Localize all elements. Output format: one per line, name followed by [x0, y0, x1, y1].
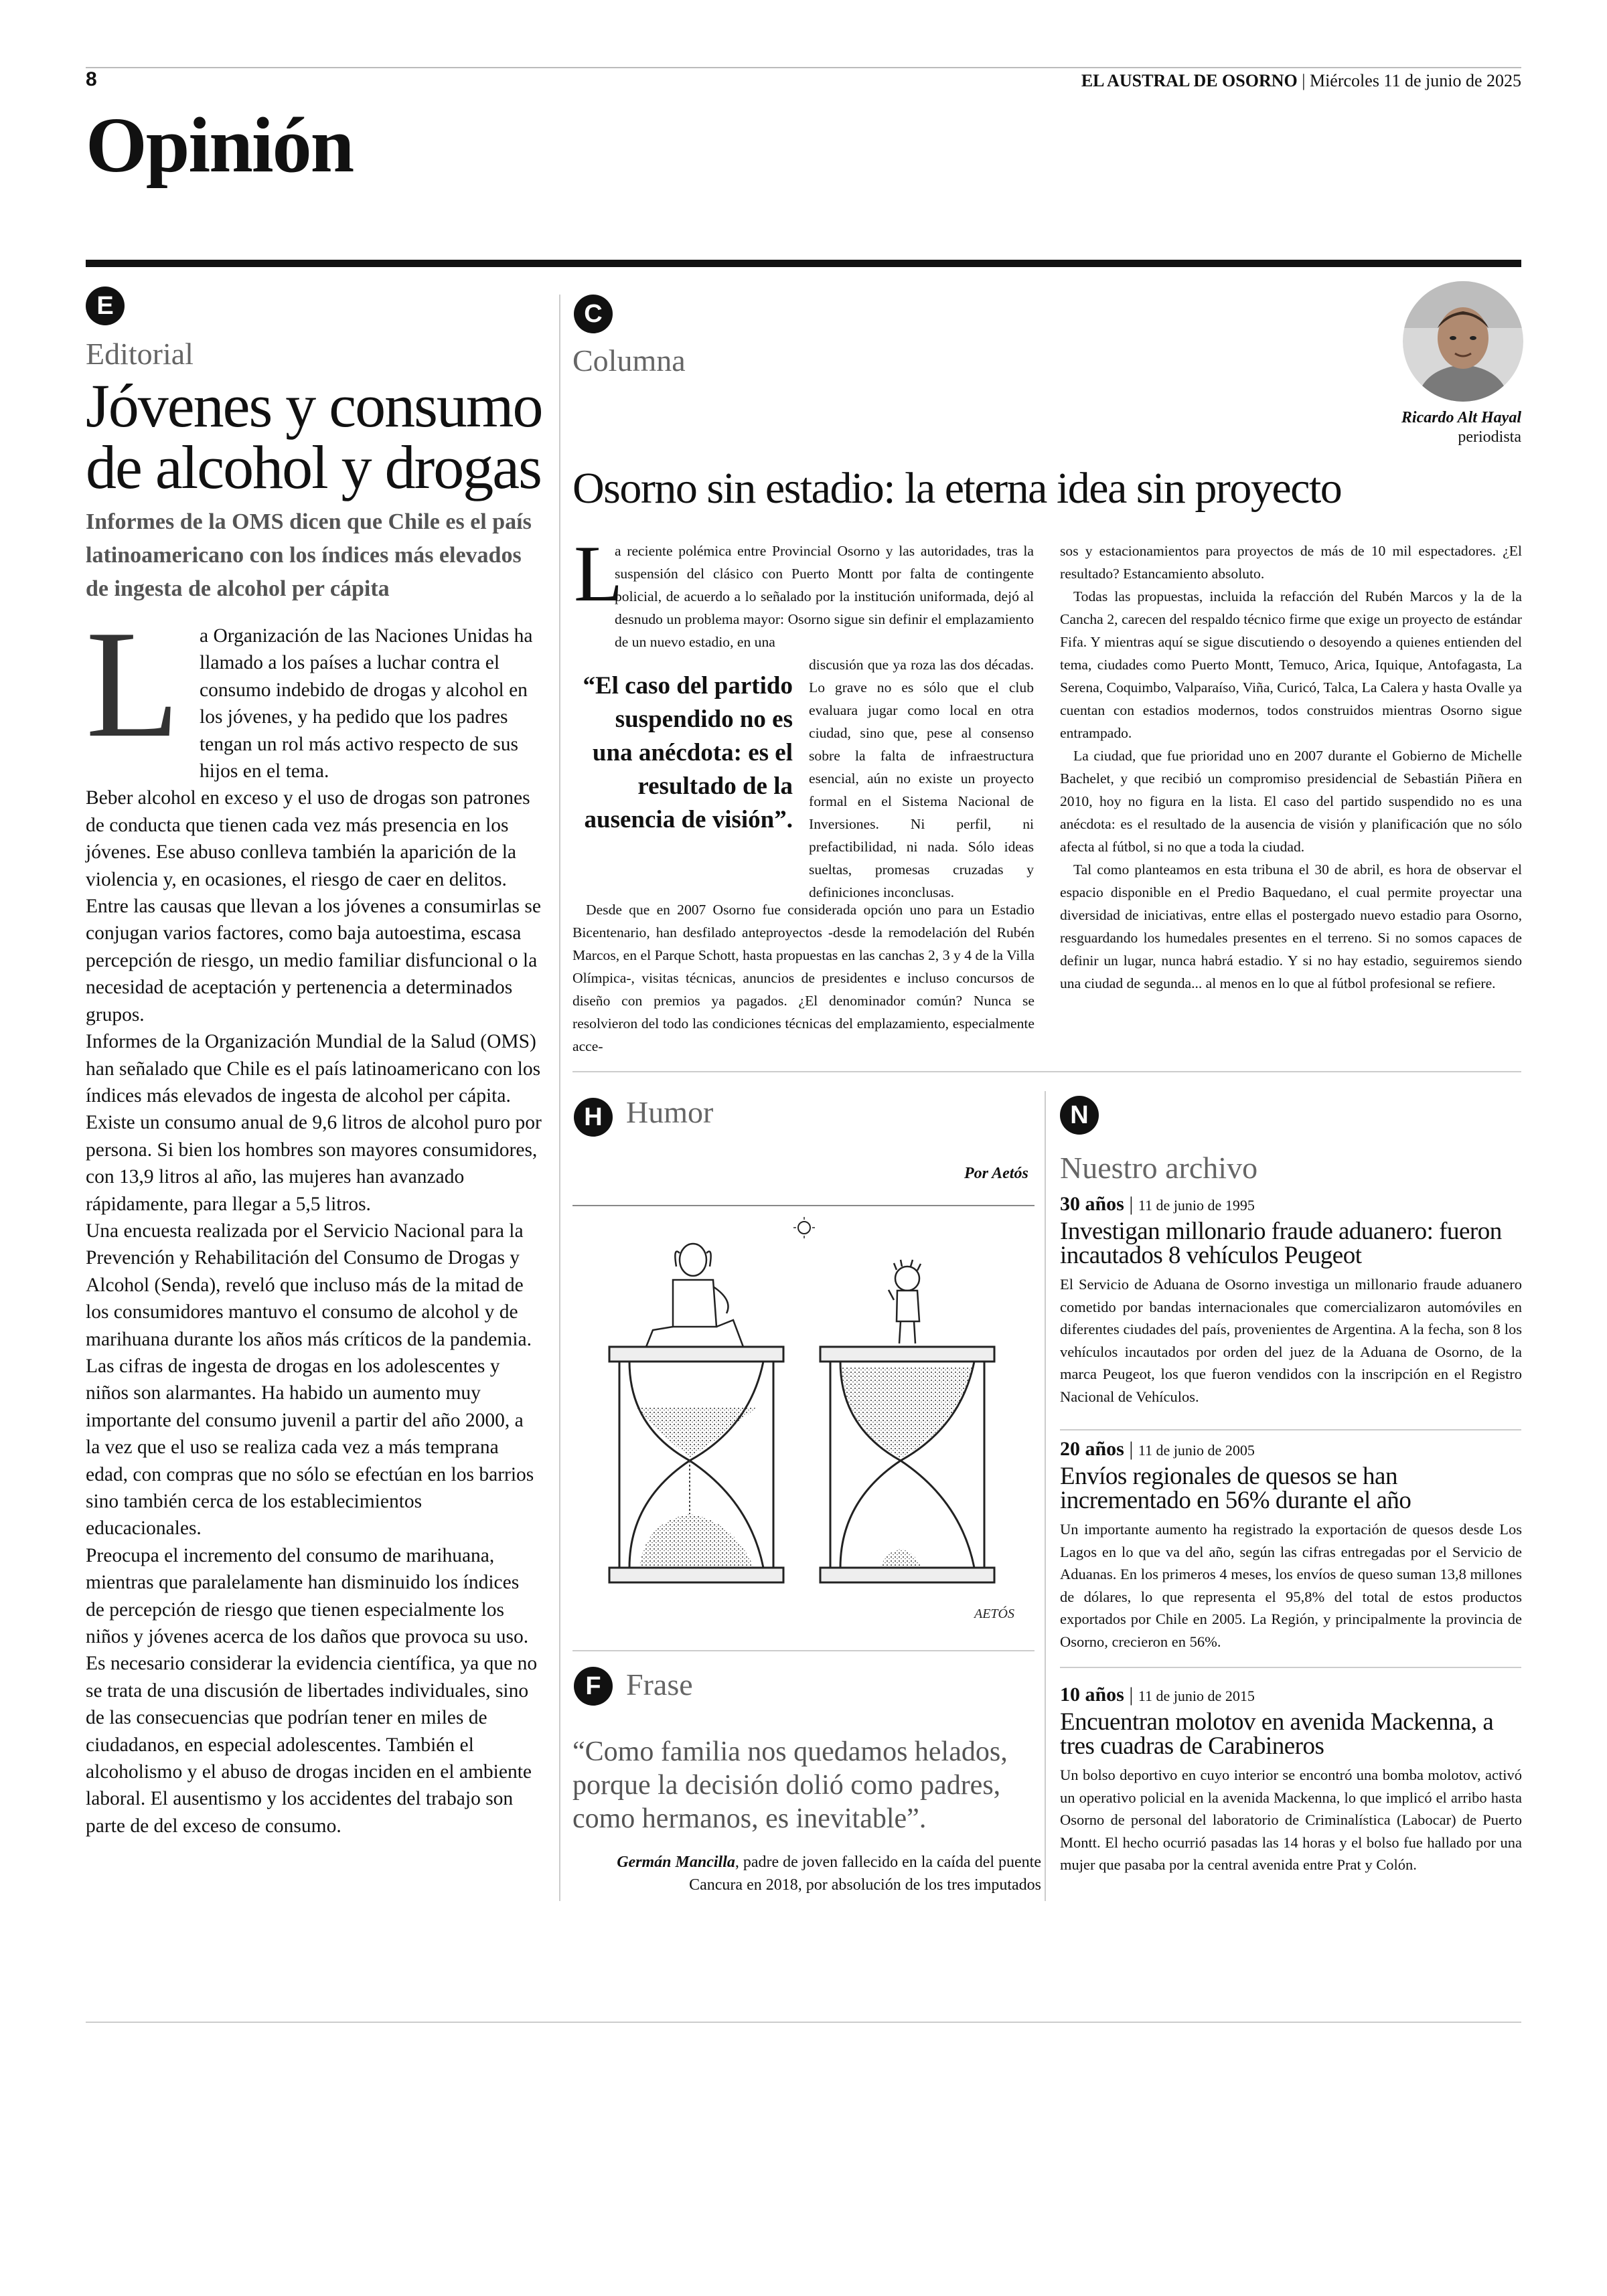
column-text-right: [1060, 540, 1522, 995]
column-intro: a reciente polémica entre Provincial Osorno y las autoridades, tras la suspensión del clásico con Puerto Montt por falta de contingente policial, de acuerdo a lo señalado por la institución uniformada, dejó al desnudo un problema mayor: Osorno sigue sin definir el emplazamiento de un nuevo estadio, en una: [615, 543, 1034, 650]
archive-body: Un bolso deportivo en cuyo interior se encontró una bomba molotov, activó un operativo policial en la avenida Mackenna, lo que implicó el arribo hasta Osorno de personal del laboratorio de Criminalística (Labocar) de Puerto Montt. El hecho ocurrió pasadas las 14 horas y el bolso fue hallado por una mujer que pasaba por la central avenida entre Prat y Colón.: [1060, 1767, 1522, 1873]
archive-title: Investigan millonario fraude aduanero: fueron incautados 8 vehículos Peugeot: [1060, 1218, 1502, 1269]
author-portrait-icon: [1403, 281, 1523, 402]
section-rule: [86, 260, 1521, 267]
section-title: Opinión: [86, 101, 354, 189]
issue-date: Miércoles 11 de junio de 2025: [1309, 71, 1521, 90]
editorial-paragraph: Las cifras de ingesta de drogas en los adolescentes y niños son alarmantes. Ha habido un aumento muy importante del consumo juvenil a partir del año 2000, a la vez que el uso se realiza cada vez a más temprana edad, con compras que no sólo se efectúan en los barrios sino también cerca de los establecimientos educacionales.: [86, 1355, 534, 1540]
newspaper-name: EL AUSTRAL DE OSORNO: [1081, 71, 1298, 90]
archive-years-row: 10 años | 11 de junio de 2015: [1060, 1684, 1255, 1706]
editorial-subtitle: Informes de la OMS dicen que Chile es el país latinoamericano con los índices más elevados de ingesta de alcohol per cápita: [86, 509, 532, 601]
column-pullquote: “El caso del partido suspendido no es una anécdota: es el resultado de la ausencia de visión”.: [583, 672, 793, 833]
archive-years-row: 30 años | 11 de junio de 1995: [1060, 1193, 1255, 1215]
archive-item: [1060, 1193, 1522, 1408]
column-text-bottom: [572, 898, 1035, 1058]
horizontal-divider-humor: [572, 1650, 1035, 1651]
top-rule: [86, 67, 1521, 68]
column-dropcap: L: [574, 529, 623, 618]
archive-label: Nuestro archivo: [1060, 1151, 1258, 1185]
archive-item: [1060, 1684, 1522, 1876]
page-number: 8: [86, 68, 97, 90]
horizontal-divider-archive-2: [1060, 1667, 1521, 1668]
archive-title: Encuentran molotov en avenida Mackenna, a tres cuadras de Carabineros: [1060, 1708, 1494, 1760]
editorial-paragraph: Beber alcohol en exceso y el uso de drogas son patrones de conducta que tienen cada vez más presencia en los jóvenes. Ese abuso conlleva también la aparición de la violencia y, en ocasiones, el riesgo de caer en delitos. Entre las causas que llevan a los jóvenes a consumirlas se conjugan varios factores, como baja autoestima, escasa percepción de riesgo, un medio familiar disfuncional o la necesidad de aceptación y pertenencia a determinados grupos.: [86, 787, 541, 1026]
editorial-title-line1: Jóvenes y consumo: [86, 372, 542, 440]
column-side-paragraph: discusión que ya roza las dos décadas. Lo grave no es sólo que el club evaluara jugar como local en otra ciudad, sino que, pese al consenso sobre la falta de infraestructura esencial, aún no existe un proyecto formal en el Sistema Nacional de Inversiones. Ni perfil, ni prefactibilidad, ni nada. Sólo ideas sueltas, promesas cruzadas y definiciones inconclusas.: [809, 657, 1034, 900]
editorial-label: Editorial: [86, 337, 194, 371]
column-paragraph: sos y estacionamientos para proyectos de más de 10 mil espectadores. ¿El resultado? Estancamiento absoluto.: [1060, 543, 1522, 582]
editorial-title-line2: de alcohol y drogas: [86, 433, 541, 501]
column-label: Columna: [572, 343, 686, 378]
column-text-side: [809, 653, 1034, 904]
archive-years: 30 años: [1060, 1193, 1124, 1215]
editorial-title: [86, 372, 554, 501]
editorial-paragraph: Informes de la Organización Mundial de la Salud (OMS) han señalado que Chile es el país latinoamericano con los índices más elevados de ingesta de alcohol per cápita. Existe un consumo anual de 9,6 litros de alcohol puro por persona. Si bien los hombres son mayores consumidores, con 13,9 litros al año, las mujeres han avanzado rápidamente, para llegar a 5,5 litros.: [86, 1031, 542, 1215]
old-man-figure: [646, 1244, 743, 1347]
humor-label: Humor: [626, 1095, 714, 1129]
frase-source-text: , padre de joven fallecido en la caída del puente Cancura en 2018, por absolución de los tres imputados: [689, 1854, 1041, 1894]
column-divider-left: [559, 295, 560, 1901]
masthead: EL AUSTRAL DE OSORNO | Miércoles 11 de junio de 2025: [1081, 71, 1521, 90]
editorial-paragraph: Una encuesta realizada por el Servicio Nacional para la Prevención y Rehabilitación del Consumo de Drogas y Alcohol (Senda), reveló que incluso más de la mitad de los consumidores mantuvo el consumo de alcohol y de marihuana durante los años más críticos de la pandemia.: [86, 1220, 532, 1350]
column-title: Osorno sin estadio: la eterna idea sin proyecto: [572, 464, 1342, 513]
bottom-rule: [86, 2022, 1521, 2023]
frase-badge: F: [574, 1667, 613, 1706]
archive-date: 11 de junio de 2015: [1138, 1688, 1255, 1704]
cartoon-signature: AETÓS: [974, 1607, 1014, 1621]
column-paragraph: La ciudad, que fue prioridad uno en 2007 durante el Gobierno de Michelle Bachelet, y que recibió un compromiso presidencial de Sebastián Piñera en 2010, hoy no figura en la lista. El caso del partido suspendido no es una anécdota: es el resultado de la ausencia de visión y planificación que no sólo afecta al fútbol, si no que a toda la ciudad.: [1060, 748, 1522, 855]
editorial-first-paragraph: a Organización de las Naciones Unidas ha llamado a los países a luchar contra el consumo indebido de drogas y alcohol en los jóvenes, y ha pedido que los padres tengan un rol más activo respecto de sus hijos en el tema.: [200, 625, 533, 783]
humor-byline: Por Aetós: [964, 1165, 1028, 1182]
archive-years: 10 años: [1060, 1684, 1124, 1706]
archive-badge: N: [1060, 1096, 1099, 1135]
author-name: Ricardo Alt Hayal: [1401, 409, 1521, 426]
archive-date: 11 de junio de 1995: [1138, 1197, 1255, 1214]
editorial-body: [86, 623, 542, 1839]
column-badge: C: [574, 295, 613, 333]
horizontal-divider-archive-1: [1060, 1429, 1521, 1430]
archive-title: Envíos regionales de quesos se han incrementado en 56% durante el año: [1060, 1463, 1411, 1514]
child-figure: [889, 1260, 921, 1343]
frase-source-name: Germán Mancilla: [617, 1854, 735, 1871]
column-divider-right: [1045, 1091, 1046, 1901]
frase-quote: “Como familia nos quedamos helados, porque la decisión dolió como padres, como hermanos, es inevitable”.: [572, 1736, 1008, 1834]
archive-years: 20 años: [1060, 1438, 1124, 1460]
archive-body: El Servicio de Aduana de Osorno investiga un millonario fraude aduanero cometido por bandas internacionales que comercializaron automóviles en diferentes ciudades del país, provenientes de Argentina. A la fecha, son 8 los vehículos incautados por orden del juez de la Aduana de Osorno, de la marca Peugeot, los que fueron vendidos con la inscripción en el Registro Nacional de Vehículos.: [1060, 1276, 1522, 1405]
editorial-dropcap: L: [86, 598, 180, 769]
editorial-badge: E: [86, 286, 125, 325]
frase-label: Frase: [626, 1667, 693, 1702]
archive-date: 11 de junio de 2005: [1138, 1442, 1255, 1459]
column-paragraph: Tal como planteamos en esta tribuna el 30 de abril, es hora de observar el espacio disponible en el Predio Baquedano, el cual permite proyectar una diversidad de iniciativas, entre ellas el postergado nuevo estadio para Osorno, resguardando los humedales presentes en el terreno. Si no somos capaces de definir un lugar, nunca habrá estadio. Y si no hay estadio, seguiremos siendo una ciudad de segunda... al menos en lo que al fútbol profesional se refiere.: [1060, 862, 1522, 991]
author-role: periodista: [1458, 428, 1521, 446]
archive-body: Un importante aumento ha registrado la exportación de quesos desde Los Lagos en lo que va del año, según las cifras entregadas por el Servicio de Aduanas. En los primeros 4 meses, los envíos de queso suman 13,8 millones de dólares, lo que representa el 95,8% del total de estos productos exportados por Chile en 2005. La Región, y principalmente la provincia de Osorno, crecieron en 56%.: [1060, 1521, 1522, 1650]
author-photo: [1403, 281, 1523, 402]
humor-badge: H: [574, 1098, 613, 1137]
archive-years-row: 20 años | 11 de junio de 2005: [1060, 1438, 1255, 1460]
archive-item: [1060, 1438, 1522, 1653]
column-text-top: [615, 540, 1034, 653]
column-paragraph: Todas las propuestas, incluida la refacción del Rubén Marcos y la de la Cancha 2, carecen del respaldo técnico firme que exige un proyecto de estándar Fifa. Y mientras aquí se sigue discutiendo o desoyendo a quienes entienden del tema, ciudades como Puerto Montt, Temuco, Arica, Iquique, Antofagasta, La Serena, Coquimbo, Valparaíso, Viña, Curicó, Talca, La Calera y hasta Ovalle ya cuentan con estadios modernos, todos construidos mientras Osorno sigue entrampado.: [1060, 588, 1522, 741]
horizontal-divider-column: [572, 1071, 1521, 1072]
column-bottom-paragraph: Desde que en 2007 Osorno fue considerada opción uno para un Estadio Bicentenario, han desfilado anteproyectos -desde la remodelación del Rubén Marcos, en el Parque Schott, hasta propuestas en las canchas 2, 3 y 4 de la Villa Olímpica-, visitas técnicas, anuncios de presidentes e incluso concursos de diseño con premios ya pagados. ¿El denominador común? Nunca se resolvieron del todo las condiciones técnicas del emplazamiento, especialmente acce-: [572, 902, 1035, 1054]
editorial-paragraph: Preocupa el incremento del consumo de marihuana, mientras que paralelamente han disminuido los índices de percepción de riesgo que tienen especialmente los niños y jóvenes acerca de los daños que provoca su uso. Es necesario considerar la evidencia científica, ya que no se trata de una discusión de libertades individuales, sino de las consecuencias que podrían tener en miles de ciudadanos, en especial adolescentes. También el alcoholismo y el abuso de drogas inciden en el ambiente laboral. El ausentismo y los accidentes del trabajo son parte de del exceso de consumo.: [86, 1544, 538, 1837]
humor-cartoon: [572, 1206, 1035, 1641]
frase-source: [572, 1851, 1041, 1896]
